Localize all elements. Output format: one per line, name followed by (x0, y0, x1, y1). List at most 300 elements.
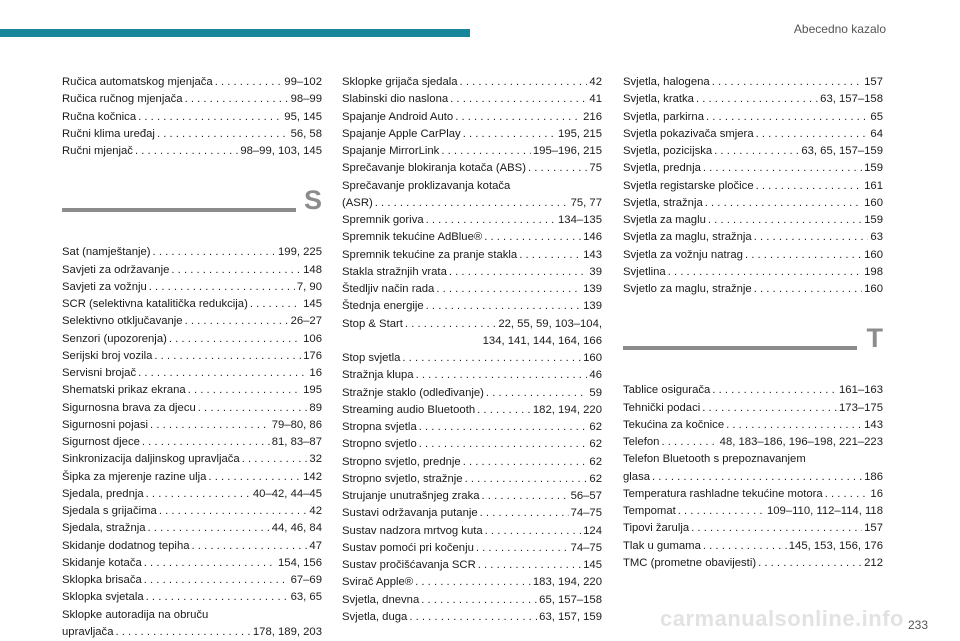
entry-term: Sklopka svjetala (62, 589, 144, 606)
entry-term: Ručni klima uređaj (62, 126, 155, 143)
entry-term: Servisni brojač (62, 365, 136, 382)
index-entry (342, 350, 602, 367)
entry-pages: 195 (303, 382, 322, 399)
entry-term: Ručica ručnog mjenjača (62, 91, 183, 108)
index-entry (342, 316, 602, 351)
index-entry (62, 486, 322, 503)
index-entry (62, 400, 322, 417)
entry-pages: 74–75 (571, 505, 602, 522)
entry-pages-continued: 134, 141, 144, 164, 166 (342, 333, 602, 350)
entry-term: Spajanje MirrorLink (342, 143, 439, 160)
index-entry (62, 262, 322, 279)
index-entry (623, 264, 883, 281)
entry-group (342, 212, 602, 316)
dot-leader (149, 279, 295, 296)
entry-term: Tipovi žarulja (623, 520, 689, 537)
entry-term: Ručica automatskog mjenjača (62, 74, 213, 91)
entry-pages: 142 (303, 469, 322, 486)
index-entry (62, 382, 322, 399)
entry-term: Šipka za mjerenje razine ulja (62, 469, 206, 486)
dot-leader (153, 244, 276, 261)
entry-term: Serijski broj vozila (62, 348, 152, 365)
dot-leader (712, 74, 862, 91)
dot-leader (696, 91, 818, 108)
entry-pages: 75, 77 (571, 195, 602, 212)
entry-pages: 62 (589, 471, 602, 488)
dot-leader (463, 454, 588, 471)
index-entry (623, 74, 883, 91)
index-entry (342, 143, 602, 160)
entry-term: Sustav pomoći pri kočenju (342, 540, 474, 557)
dot-leader (198, 400, 308, 417)
entry-pages: 159 (864, 160, 883, 177)
index-entry (62, 520, 322, 537)
section-header-s (62, 188, 322, 232)
entry-pages: 139 (583, 298, 602, 315)
entry-term: Savjeti za vožnju (62, 279, 147, 296)
entry-term: (ASR) (342, 195, 373, 212)
dot-leader (476, 540, 569, 557)
dot-leader (708, 212, 862, 229)
dot-leader (754, 281, 862, 298)
entry-pages: 139 (583, 281, 602, 298)
entry-pages: 89 (309, 400, 322, 417)
dot-leader (192, 538, 308, 555)
header-accent-bar (0, 29, 470, 37)
entry-term: Tablice osigurača (623, 382, 710, 399)
entry-group (623, 382, 883, 451)
index-entry (342, 471, 602, 488)
dot-leader (449, 264, 588, 281)
dot-leader (450, 91, 587, 108)
entry-pages: 46 (589, 367, 602, 384)
index-entry (623, 143, 883, 160)
entry-term: Svjetla pokazivača smjera (623, 126, 754, 143)
index-entry (342, 212, 602, 229)
entry-pages: 65, 157–158 (539, 592, 602, 609)
entry-pages: 212 (864, 555, 883, 572)
dot-leader (146, 589, 289, 606)
dot-leader (703, 160, 862, 177)
index-entry (62, 126, 322, 143)
entry-term: Svjetla, stražnja (623, 195, 703, 212)
dot-leader (482, 488, 569, 505)
dot-leader (142, 434, 270, 451)
entry-term: Svjetla za maglu, stražnja (623, 229, 752, 246)
index-entry (623, 382, 883, 399)
entry-term: Ručna kočnica (62, 109, 136, 126)
index-entry (342, 178, 602, 213)
entry-pages: 199, 225 (278, 244, 322, 261)
entry-pages: 67–69 (291, 572, 322, 589)
entry-pages: 59 (589, 385, 602, 402)
entry-term: SCR (selektivna katalitička redukcija) (62, 296, 248, 313)
entry-pages: 173–175 (839, 400, 883, 417)
entry-term: Stražnja klupa (342, 367, 414, 384)
section-rule (623, 346, 857, 350)
entry-term: Svjetla, kratka (623, 91, 694, 108)
entry-term: Svjetla, dnevna (342, 592, 419, 609)
index-entry (623, 281, 883, 298)
section-rule (62, 208, 296, 212)
entry-pages: 44, 46, 84 (272, 520, 322, 537)
dot-leader (705, 195, 862, 212)
dot-leader (484, 229, 581, 246)
dot-leader (135, 143, 238, 160)
dot-leader (242, 451, 308, 468)
entry-pages: 148 (303, 262, 322, 279)
entry-term: Svirač Apple® (342, 574, 413, 591)
entry-pages: 178, 189, 203 (253, 624, 322, 641)
entry-pages: 143 (583, 247, 602, 264)
index-entry (62, 538, 322, 555)
dot-leader (405, 316, 496, 333)
dot-leader (702, 400, 837, 417)
index-entry (342, 229, 602, 246)
index-entry (342, 160, 602, 177)
dot-leader (756, 126, 869, 143)
entry-pages: 145 (303, 296, 322, 313)
entry-pages: 160 (864, 247, 883, 264)
dot-leader (150, 417, 270, 434)
dot-leader (215, 74, 283, 91)
entry-term: Svjetla, halogena (623, 74, 710, 91)
entry-term: Shematski prikaz ekrana (62, 382, 186, 399)
entry-pages: 16 (870, 486, 883, 503)
entry-term: Stop & Start (342, 316, 403, 333)
dot-leader (756, 178, 863, 195)
entry-term: Tehnički podaci (623, 400, 700, 417)
index-entry (623, 555, 883, 572)
dot-leader (668, 264, 862, 281)
index-entry (342, 109, 602, 126)
index-entry (342, 557, 602, 574)
entry-term: Sigurnosni pojasi (62, 417, 148, 434)
dot-leader (745, 247, 862, 264)
entry-term: Sklopka brisača (62, 572, 142, 589)
entry-pages: 124 (583, 523, 602, 540)
dot-leader (250, 296, 301, 313)
entry-term: Svjetla za maglu (623, 212, 706, 229)
index-entry (342, 367, 602, 384)
index-entry (342, 91, 602, 108)
dot-leader (478, 557, 581, 574)
index-entry (342, 574, 602, 591)
section-letter: S (304, 192, 322, 209)
entry-term: Štedljiv način rada (342, 281, 434, 298)
index-entry (342, 298, 602, 315)
dot-leader (157, 126, 289, 143)
entry-term: Temperatura rashladne tekućine motora (623, 486, 823, 503)
entry-pages: 161–163 (839, 382, 883, 399)
entry-term: Spremnik goriva (342, 212, 424, 229)
entry-group (623, 74, 883, 298)
index-entry (623, 434, 883, 451)
entry-term: Selektivno otključavanje (62, 313, 183, 330)
entry-term: Stakla stražnjih vrata (342, 264, 447, 281)
index-entry (62, 365, 322, 382)
entry-pages: 22, 55, 59, 103–104, (498, 316, 602, 333)
entry-term: Tekućina za kočnice (623, 417, 724, 434)
dot-leader (154, 348, 301, 365)
entry-term: Svjetla za vožnju natrag (623, 247, 743, 264)
dot-leader (485, 523, 581, 540)
entry-pages: 7, 90 (297, 279, 322, 296)
entry-term: Sigurnost djece (62, 434, 140, 451)
entry-group (62, 244, 322, 606)
entry-term: Sustavi održavanja putanje (342, 505, 478, 522)
dot-leader (159, 503, 308, 520)
entry-pages: 75 (589, 160, 602, 177)
dot-leader (528, 160, 587, 177)
entry-term: Svjetla, parkirna (623, 109, 704, 126)
entry-term: Stop svjetla (342, 350, 400, 367)
dot-leader (375, 195, 569, 212)
index-entry (623, 503, 883, 520)
entry-pages: 143 (864, 417, 883, 434)
entry-term: Senzori (upozorenja) (62, 331, 167, 348)
entry-pages: 39 (589, 264, 602, 281)
entry-pages: 134–135 (558, 212, 602, 229)
index-entry (62, 296, 322, 313)
entry-pages: 195–196, 215 (533, 143, 602, 160)
entry-term: Sjedala, stražnja (62, 520, 146, 537)
dot-leader (703, 538, 787, 555)
entry-pages: 109–110, 112–114, 118 (767, 503, 883, 520)
dot-leader (486, 385, 588, 402)
entry-pages: 106 (303, 331, 322, 348)
entry-pages: 41 (589, 91, 602, 108)
dot-leader (402, 350, 581, 367)
index-entry (62, 434, 322, 451)
index-entry (62, 143, 322, 160)
entry-pages: 63, 65, 157–159 (801, 143, 883, 160)
entry-pages: 56–57 (571, 488, 602, 505)
entry-pages: 182, 194, 220 (533, 402, 602, 419)
entry-term: Ručni mjenjač (62, 143, 133, 160)
entry-term: Svjetlo za maglu, stražnje (623, 281, 752, 298)
index-entry (62, 555, 322, 572)
dot-leader (169, 331, 301, 348)
entry-pages: 47 (309, 538, 322, 555)
dot-leader (480, 505, 569, 522)
entry-pages: 146 (583, 229, 602, 246)
entry-term: upravljača (62, 624, 114, 641)
entry-term: Strujanje unutrašnjeg zraka (342, 488, 480, 505)
entry-term: TMC (prometne obavijesti) (623, 555, 756, 572)
index-entry (342, 247, 602, 264)
index-entry (342, 592, 602, 609)
entry-pages: 42 (589, 74, 602, 91)
entry-pages: 198 (864, 264, 883, 281)
index-entry (62, 451, 322, 468)
entry-pages: 186 (864, 469, 883, 486)
index-entry (62, 109, 322, 126)
entry-pages: 159 (864, 212, 883, 229)
entry-group (342, 350, 602, 626)
index-entry (62, 589, 322, 606)
dot-leader (706, 109, 868, 126)
dot-leader (421, 592, 537, 609)
dot-leader (416, 367, 588, 384)
entry-term: Svjetla, prednja (623, 160, 701, 177)
index-entry (342, 402, 602, 419)
dot-leader (652, 469, 862, 486)
index-entry (623, 212, 883, 229)
entry-term-line: Sklopke autoradija na obruču (62, 607, 322, 624)
dot-leader (463, 126, 556, 143)
index-entry (623, 109, 883, 126)
index-entry (62, 91, 322, 108)
dot-leader (465, 471, 588, 488)
dot-leader (208, 469, 301, 486)
entry-pages: 64 (870, 126, 883, 143)
index-entry (342, 126, 602, 143)
index-column-2 (342, 74, 602, 626)
entry-pages: 63, 157, 159 (539, 609, 602, 626)
index-entry (62, 469, 322, 486)
entry-pages: 157 (864, 74, 883, 91)
index-column-1 (62, 74, 322, 641)
index-entry (342, 540, 602, 557)
entry-pages: 63 (870, 229, 883, 246)
entry-pages: 195, 215 (558, 126, 602, 143)
entry-pages: 63, 157–158 (820, 91, 883, 108)
entry-term: Sustav pročišćavanja SCR (342, 557, 476, 574)
dot-leader (441, 143, 531, 160)
entry-term: Sklopke grijača sjedala (342, 74, 458, 91)
index-column-3 (623, 74, 883, 572)
entry-term: Sjedala, prednja (62, 486, 144, 503)
entry-pages: 160 (864, 281, 883, 298)
index-entry (62, 503, 322, 520)
entry-term: Sat (namještanje) (62, 244, 151, 261)
dot-leader (171, 262, 301, 279)
dot-leader (714, 143, 799, 160)
entry-pages: 98–99 (291, 91, 322, 108)
entry-pages: 26–27 (291, 313, 322, 330)
entry-term: Spajanje Apple CarPlay (342, 126, 461, 143)
entry-pages: 154, 156 (278, 555, 322, 572)
dot-leader (426, 298, 581, 315)
entry-pages: 62 (589, 436, 602, 453)
dot-leader (712, 382, 837, 399)
dot-leader (148, 520, 270, 537)
index-entry (623, 126, 883, 143)
index-entry (623, 538, 883, 555)
entry-term: Stropna svjetla (342, 419, 417, 436)
index-entry (342, 609, 602, 626)
entry-pages: 81, 83–87 (272, 434, 322, 451)
entry-pages: 79–80, 86 (272, 417, 322, 434)
section-header-t (623, 326, 883, 370)
dot-leader (477, 402, 531, 419)
entry-term: Sinkronizacija daljinskog upravljača (62, 451, 240, 468)
entry-term: Sustav nadzora mrtvog kuta (342, 523, 483, 540)
index-entry (62, 417, 322, 434)
entry-term: Svjetla, pozicijska (623, 143, 712, 160)
index-entry (623, 400, 883, 417)
entry-group (623, 486, 883, 572)
entry-term: Streaming audio Bluetooth (342, 402, 475, 419)
entry-term: Spremnik tekućine AdBlue® (342, 229, 482, 246)
entry-pages: 95, 145 (284, 109, 322, 126)
entry-term: Savjeti za održavanje (62, 262, 169, 279)
entry-term: Slabinski dio naslona (342, 91, 448, 108)
entry-term: Svjetla, duga (342, 609, 407, 626)
entry-pages: 145 (583, 557, 602, 574)
entry-pages: 216 (583, 109, 602, 126)
entry-pages: 62 (589, 454, 602, 471)
entry-pages: 161 (864, 178, 883, 195)
index-entry (623, 91, 883, 108)
index-entry (342, 454, 602, 471)
index-entry (623, 520, 883, 537)
entry-term: Tempomat (623, 503, 676, 520)
entry-pages: 145, 153, 156, 176 (789, 538, 883, 555)
index-entry (62, 313, 322, 330)
index-entry (342, 419, 602, 436)
dot-leader (116, 624, 251, 641)
entry-pages: 32 (309, 451, 322, 468)
dot-leader (144, 572, 289, 589)
entry-pages: 40–42, 44–45 (253, 486, 322, 503)
index-entry (623, 247, 883, 264)
entry-term: glasa (623, 469, 650, 486)
entry-pages: 98–99, 103, 145 (240, 143, 322, 160)
watermark: carmanualsonline.info (660, 606, 904, 632)
entry-pages: 176 (303, 348, 322, 365)
entry-term: Stropno svjetlo, stražnje (342, 471, 463, 488)
dot-leader (758, 555, 862, 572)
index-entry (342, 281, 602, 298)
entry-term-line: Sprečavanje proklizavanja kotača (342, 178, 602, 195)
dot-leader (188, 382, 301, 399)
index-entry (623, 178, 883, 195)
entry-term: Sigurnosna brava za djecu (62, 400, 196, 417)
index-entry (62, 572, 322, 589)
entry-group (62, 74, 322, 160)
entry-term: Stropno svjetlo, prednje (342, 454, 461, 471)
entry-pages: 157 (864, 520, 883, 537)
entry-pages: 65 (870, 109, 883, 126)
entry-pages: 48, 183–186, 196–198, 221–223 (720, 434, 883, 451)
entry-pages: 160 (583, 350, 602, 367)
entry-pages: 183, 194, 220 (533, 574, 602, 591)
dot-leader (460, 74, 588, 91)
dot-leader (419, 436, 588, 453)
index-entry (623, 229, 883, 246)
entry-term: Spremnik tekućine za pranje stakla (342, 247, 517, 264)
entry-pages: 62 (589, 419, 602, 436)
dot-leader (455, 109, 581, 126)
entry-pages: 99–102 (284, 74, 322, 91)
index-entry (623, 417, 883, 434)
entry-pages: 74–75 (571, 540, 602, 557)
dot-leader (419, 419, 588, 436)
dot-leader (138, 365, 307, 382)
section-letter: T (867, 330, 884, 347)
dot-leader (144, 555, 276, 572)
index-entry (623, 486, 883, 503)
entry-term: Skidanje kotača (62, 555, 142, 572)
index-entry (342, 488, 602, 505)
dot-leader (726, 417, 862, 434)
page-header-title: Abecedno kazalo (794, 22, 886, 36)
dot-leader (185, 91, 289, 108)
entry-pages: 63, 65 (291, 589, 322, 606)
dot-leader (754, 229, 869, 246)
